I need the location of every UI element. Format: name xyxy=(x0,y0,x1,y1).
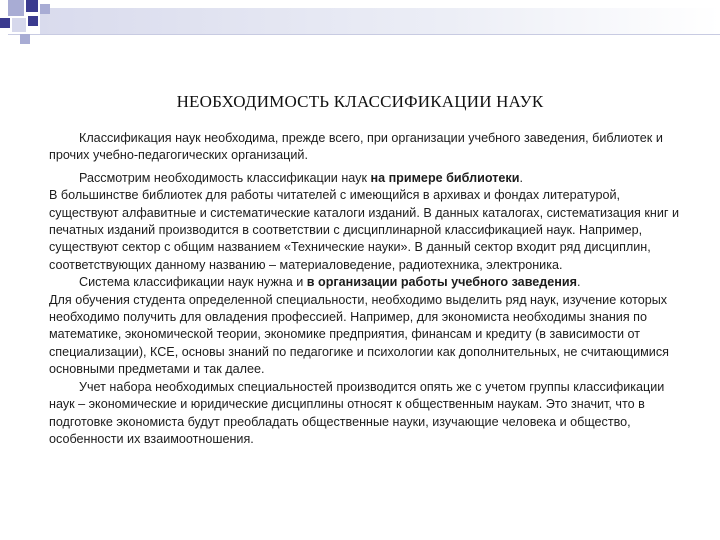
slide-body xyxy=(49,130,689,448)
paragraph-intro: Классификация наук необходима, прежде всего, при организации учебного заведения, библиотек и прочих учебно-педагогических организаций. xyxy=(49,131,663,163)
bold-library-phrase: на примере библиотеки xyxy=(370,170,520,185)
header-divider xyxy=(8,34,720,35)
bold-education-phrase: в организации работы учебного заведения xyxy=(306,275,577,290)
paragraph-education-example: Система классификации наук нужна и в организации работы учебного заведения. xyxy=(79,275,581,290)
header-banner xyxy=(40,8,720,34)
paragraph-specialties: Учет набора необходимых специальностей производится опять же с учетом группы классификации наук – экономические и юридические дисциплины относят к общественным наукам. Это значит, что в подготовке экономиста будут преобладать общественные науки, изучающие человека и общество, особенности их взаимоотношения. xyxy=(49,379,665,446)
paragraph-library-example: Рассмотрим необходимость классификации наук на примере библиотеки. xyxy=(79,170,523,185)
paragraph-library-catalogs: В большинстве библиотек для работы читателей с имеющийся в архивах и фондах литературой, существуют алфавитные и систематические каталоги изданий. В данных каталогах, систематизация книг и печатных изданий производится в соответствии с дисциплинарной классификацией наук. Например, существуют сектор с общим названием «Технические науки». В данный сектор входит ряд дисциплин, соответствующих данному названию – материаловедение, радиотехника, электроника. xyxy=(49,188,679,272)
paragraph-student-training: Для обучения студента определенной специальности, необходимо выделить ряд наук, изучение которых необходимо получить для овладения профессией. Например, для экономиста необходимы знания по математике, экономической теории, экономике предприятия, финансам и кредиту (в зависимости от специализации), КСЕ, основы знаний по педагогике и психологии как дополнительных, не считающимися основными предметами и так далее. xyxy=(49,292,669,377)
slide-title: НЕОБХОДИМОСТЬ КЛАССИФИКАЦИИ НАУК xyxy=(176,92,544,111)
